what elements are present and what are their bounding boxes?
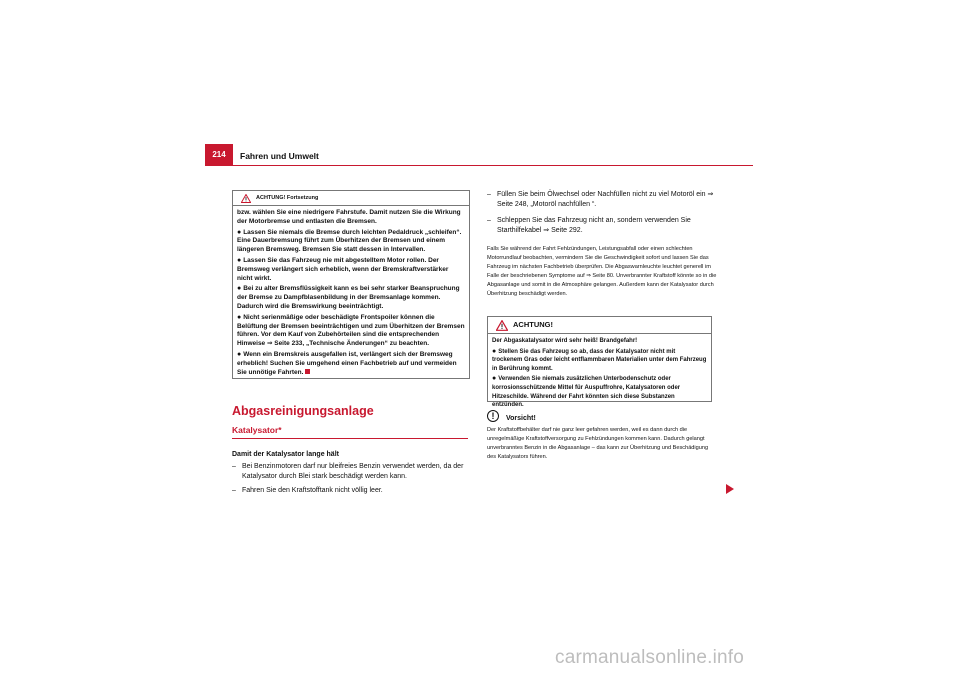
warning-lead: Der Abgaskatalysator wird sehr heiß! Brandgefahr!	[492, 338, 638, 344]
bullet-icon: ●	[492, 347, 499, 355]
section-title: Abgasreinigungsanlage	[232, 404, 374, 418]
lead-heading: Damit der Katalysator lange hält	[232, 451, 339, 458]
subsection-title: Katalysator*	[232, 425, 282, 435]
caution-text: Der Kraftstoffbehälter darf nie ganz leer gefahren werden, weil es dann durch die unregelmäßige Kraftstoffversorgung zu Fehlzündungen kommen kann. Dadurch gelangt unverbranntes Benzin in die Abgasanlage – das kann zur Überhitzung und Beschädigung des Katalysators führen.	[487, 427, 709, 460]
warning-box	[487, 316, 712, 409]
bullet-icon: ●	[237, 256, 244, 264]
watermark: carmanualsonline.info	[555, 647, 745, 668]
warning-bullet: ● Wenn ein Bremskreis ausgefallen ist, verlängert sich der Bremsweg erheblich! Suchen Sie umgehend einen Fachbetrieb auf und vermeiden Sie unnötige Fahrten.	[237, 350, 457, 376]
warning-box-continued	[232, 190, 470, 379]
warning-title: ACHTUNG! Fortsetzung	[256, 194, 319, 201]
list-item: – Füllen Sie beim Ölwechsel oder Nachfüllen nicht zu viel Motoröl ein ⇒ Seite 248, „Motoröl nachfüllen “.	[487, 191, 714, 208]
warning-bullet: ● Nicht serienmäßige oder beschädigte Frontspoiler können die Belüftung der Bremsen beeinträchtigen und zum Überhitzen der Bremsen führen. Vor dem Kauf von Zubehörteilen sind die entsprechenden Hinweise ⇒ Seite 233, „Technische Änderungen“ zu beachten.	[237, 313, 465, 348]
header-title: Fahren und Umwelt	[240, 151, 319, 161]
warning-bullet: ● Stellen Sie das Fahrzeug so ab, dass der Katalysator nicht mit trockenem Gras oder leicht entflammbaren Materialien unter dem Fahrzeug in Berührung kommt.	[492, 347, 707, 372]
end-mark-icon	[305, 369, 310, 374]
bullet-icon: ●	[237, 285, 244, 293]
warning-bullet: ● Lassen Sie das Fahrzeug nie mit abgestelltem Motor rollen. Der Bremsweg verlängert sich erheblich, wenn der Bremskraftverstärker nicht wirkt.	[237, 256, 449, 282]
bullet-icon: ●	[237, 350, 244, 358]
warning-bullet: ● Verwenden Sie niemals zusätzlichen Unterbodenschutz oder korrosionsschützende Mittel für Auspuffrohre, Katalysatoren oder Hitzeschilde. Während der Fahrt könnten sich diese Substanzen entzünden.	[492, 375, 681, 409]
list-item: – Fahren Sie den Kraftstofftank nicht völlig leer.	[232, 487, 383, 494]
list-item: – Schleppen Sie das Fahrzeug nicht an, sondern verwenden Sie Starthilfekabel ⇒ Seite 292.	[487, 217, 691, 234]
caution-title: Vorsicht!	[506, 415, 536, 422]
bullet-icon: ●	[237, 228, 244, 236]
subsection-rule	[232, 438, 468, 439]
warning-triangle-icon	[496, 320, 508, 331]
list-item: – Bei Benzinmotoren darf nur bleifreies Benzin verwendet werden, da der Katalysator durch Blei stark beschädigt werden kann.	[232, 463, 464, 480]
header-rule	[233, 165, 753, 166]
body-paragraph: Falls Sie während der Fahrt Fehlzündungen, Leistungsabfall oder einen schlechten Motorrundlauf beobachten, vermindern Sie die Geschwindigkeit sofort und lassen Sie das Fahrzeug im nächsten Fachbetrieb überprüfen. Die Abgaswarnleuchte leuchtet generell im Falle der beschriebenen Symptome auf ⇒ Seite 80. Unverbrannter Kraftstoff könnte so in die Abgasanlage und somit in die Atmosphäre gelangen. Außerdem kann der Katalysator durch Überhitzung beschädigt werden.	[487, 246, 717, 297]
next-page-arrow-icon	[726, 484, 734, 494]
warning-paragraph: bzw. wählen Sie eine niedrigere Fahrstufe. Damit nutzen Sie die Wirkung der Motorbremse und entlasten die Bremsen.	[237, 209, 461, 225]
bullet-icon: ●	[237, 313, 244, 321]
warning-bullet: ● Bei zu alter Bremsflüssigkeit kann es bei sehr starker Beanspruchung der Bremse zu Dampfblasenbildung in der Bremsanlage kommen. Dadurch wird die Bremswirkung beeinträchtigt.	[237, 285, 460, 310]
warning-header	[488, 317, 711, 334]
warning-title: ACHTUNG!	[513, 319, 553, 329]
warning-triangle-icon	[241, 194, 251, 203]
warning-header	[233, 191, 469, 206]
bullet-icon: ●	[492, 375, 499, 383]
caution-icon: !	[487, 410, 499, 422]
warning-bullet: ● Lassen Sie niemals die Bremse durch leichten Pedaldruck „schleifen“. Eine Dauerbremsung führt zum Überhitzen der Bremsen und einem längeren Bremsweg. Bremsen Sie statt dessen in Intervallen.	[237, 228, 462, 254]
page-number: 214	[205, 144, 233, 166]
